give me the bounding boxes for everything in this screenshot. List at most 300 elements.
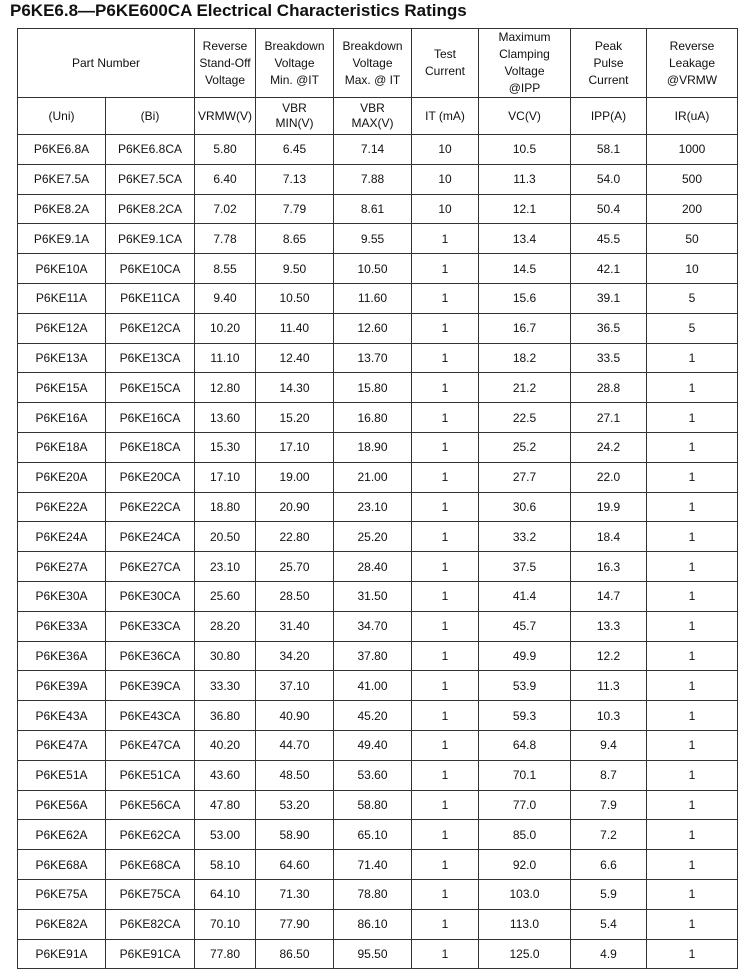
cell-bi-part: P6KE68CA xyxy=(106,850,195,880)
cell-vc: 53.9 xyxy=(479,671,571,701)
cell-it: 1 xyxy=(412,730,479,760)
cell-vbr-min: 6.45 xyxy=(256,135,334,165)
table-row xyxy=(18,432,738,462)
cell-vc: 125.0 xyxy=(479,939,571,969)
header-line: (Bi) xyxy=(140,108,160,123)
header-line: Clamping xyxy=(499,47,550,61)
table-row xyxy=(18,283,738,313)
cell-uni-part: P6KE33A xyxy=(18,611,106,641)
cell-bi-part: P6KE6.8CA xyxy=(106,135,195,165)
cell-uni-part: P6KE51A xyxy=(18,760,106,790)
cell-vrmw: 13.60 xyxy=(195,403,256,433)
cell-vbr-max: 86.10 xyxy=(334,909,412,939)
cell-vc: 64.8 xyxy=(479,730,571,760)
cell-vbr-min: 28.50 xyxy=(256,581,334,611)
header-peak-pulse-current xyxy=(571,29,647,98)
cell-uni-part: P6KE22A xyxy=(18,492,106,522)
cell-it: 1 xyxy=(412,760,479,790)
cell-uni-part: P6KE75A xyxy=(18,879,106,909)
cell-ipp: 13.3 xyxy=(571,611,647,641)
cell-vbr-min: 15.20 xyxy=(256,403,334,433)
cell-bi-part: P6KE7.5CA xyxy=(106,164,195,194)
cell-vbr-max: 65.10 xyxy=(334,820,412,850)
cell-uni-part: P6KE11A xyxy=(18,283,106,313)
cell-vbr-min: 11.40 xyxy=(256,313,334,343)
cell-vbr-max: 34.70 xyxy=(334,611,412,641)
cell-vc: 113.0 xyxy=(479,909,571,939)
cell-vbr-min: 48.50 xyxy=(256,760,334,790)
cell-it: 10 xyxy=(412,135,479,165)
header-test-current xyxy=(412,29,479,98)
cell-bi-part: P6KE11CA xyxy=(106,283,195,313)
header-line: Leakage xyxy=(668,55,716,70)
cell-it: 1 xyxy=(412,879,479,909)
cell-vbr-max: 95.50 xyxy=(334,939,412,969)
cell-ir: 1 xyxy=(647,611,738,641)
cell-ir: 1 xyxy=(647,730,738,760)
cell-vbr-max: 7.14 xyxy=(334,135,412,165)
cell-ir: 1000 xyxy=(647,135,738,165)
cell-ir: 1 xyxy=(647,850,738,880)
cell-vbr-max: 11.60 xyxy=(334,283,412,313)
cell-vrmw: 20.50 xyxy=(195,522,256,552)
cell-vbr-min: 9.50 xyxy=(256,254,334,284)
cell-bi-part: P6KE75CA xyxy=(106,879,195,909)
cell-vrmw: 64.10 xyxy=(195,879,256,909)
table-row xyxy=(18,850,738,880)
cell-vbr-max: 10.50 xyxy=(334,254,412,284)
cell-it: 1 xyxy=(412,313,479,343)
header-part-number: Part Number xyxy=(18,29,195,98)
cell-vrmw: 12.80 xyxy=(195,373,256,403)
cell-it: 1 xyxy=(412,432,479,462)
cell-bi-part: P6KE18CA xyxy=(106,432,195,462)
table-row xyxy=(18,194,738,224)
cell-vbr-min: 34.20 xyxy=(256,641,334,671)
cell-vbr-max: 49.40 xyxy=(334,730,412,760)
cell-vrmw: 58.10 xyxy=(195,850,256,880)
header-breakdown-min xyxy=(256,29,334,98)
cell-ipp: 6.6 xyxy=(571,850,647,880)
cell-vbr-max: 37.80 xyxy=(334,641,412,671)
cell-ir: 5 xyxy=(647,313,738,343)
cell-bi-part: P6KE30CA xyxy=(106,581,195,611)
cell-ipp: 27.1 xyxy=(571,403,647,433)
cell-ir: 1 xyxy=(647,462,738,492)
cell-vrmw: 70.10 xyxy=(195,909,256,939)
header-line: @VRMW xyxy=(666,72,718,87)
cell-ipp: 16.3 xyxy=(571,552,647,582)
table-row xyxy=(18,373,738,403)
cell-ipp: 14.7 xyxy=(571,581,647,611)
cell-ipp: 4.9 xyxy=(571,939,647,969)
cell-vbr-min: 14.30 xyxy=(256,373,334,403)
cell-it: 1 xyxy=(412,939,479,969)
table-row xyxy=(18,939,738,969)
cell-it: 10 xyxy=(412,194,479,224)
cell-vc: 16.7 xyxy=(479,313,571,343)
table-row xyxy=(18,224,738,254)
cell-vbr-max: 21.00 xyxy=(334,462,412,492)
cell-vbr-max: 58.80 xyxy=(334,790,412,820)
table-row xyxy=(18,164,738,194)
cell-vrmw: 25.60 xyxy=(195,581,256,611)
cell-uni-part: P6KE47A xyxy=(18,730,106,760)
table-row xyxy=(18,671,738,701)
table-row xyxy=(18,879,738,909)
cell-ir: 1 xyxy=(647,790,738,820)
cell-bi-part: P6KE13CA xyxy=(106,343,195,373)
cell-vbr-max: 18.90 xyxy=(334,432,412,462)
cell-it: 1 xyxy=(412,641,479,671)
cell-uni-part: P6KE10A xyxy=(18,254,106,284)
cell-ir: 10 xyxy=(647,254,738,284)
cell-vc: 15.6 xyxy=(479,283,571,313)
cell-ir: 1 xyxy=(647,671,738,701)
cell-vbr-min: 86.50 xyxy=(256,939,334,969)
cell-ir: 1 xyxy=(647,641,738,671)
header-line: IPP(A) xyxy=(590,108,627,123)
cell-vc: 14.5 xyxy=(479,254,571,284)
cell-uni-part: P6KE24A xyxy=(18,522,106,552)
cell-vbr-max: 7.88 xyxy=(334,164,412,194)
cell-it: 1 xyxy=(412,909,479,939)
cell-ir: 1 xyxy=(647,522,738,552)
cell-ipp: 9.4 xyxy=(571,730,647,760)
cell-vrmw: 11.10 xyxy=(195,343,256,373)
cell-it: 1 xyxy=(412,820,479,850)
cell-ir: 1 xyxy=(647,879,738,909)
cell-bi-part: P6KE62CA xyxy=(106,820,195,850)
cell-ipp: 50.4 xyxy=(571,194,647,224)
cell-uni-part: P6KE16A xyxy=(18,403,106,433)
cell-ipp: 28.8 xyxy=(571,373,647,403)
cell-uni-part: P6KE8.2A xyxy=(18,194,106,224)
header-line: Peak xyxy=(594,38,623,53)
cell-vbr-min: 58.90 xyxy=(256,820,334,850)
cell-vrmw: 33.30 xyxy=(195,671,256,701)
table-row xyxy=(18,611,738,641)
header-line: Test xyxy=(433,47,456,61)
cell-vbr-max: 28.40 xyxy=(334,552,412,582)
cell-it: 1 xyxy=(412,790,479,820)
cell-uni-part: P6KE18A xyxy=(18,432,106,462)
cell-vrmw: 47.80 xyxy=(195,790,256,820)
cell-vc: 22.5 xyxy=(479,403,571,433)
cell-vc: 37.5 xyxy=(479,552,571,582)
cell-ipp: 54.0 xyxy=(571,164,647,194)
cell-bi-part: P6KE20CA xyxy=(106,462,195,492)
table-row xyxy=(18,403,738,433)
cell-ir: 5 xyxy=(647,283,738,313)
table-row xyxy=(18,313,738,343)
cell-ipp: 7.2 xyxy=(571,820,647,850)
header-line: MAX(V) xyxy=(351,116,394,130)
header-line: VRMW(V) xyxy=(198,108,252,123)
cell-vrmw: 43.60 xyxy=(195,760,256,790)
cell-bi-part: P6KE24CA xyxy=(106,522,195,552)
unit-it xyxy=(412,98,479,135)
cell-uni-part: P6KE6.8A xyxy=(18,135,106,165)
cell-vbr-min: 7.13 xyxy=(256,164,334,194)
cell-bi-part: P6KE47CA xyxy=(106,730,195,760)
cell-vbr-max: 45.20 xyxy=(334,701,412,731)
cell-it: 1 xyxy=(412,403,479,433)
cell-ipp: 10.3 xyxy=(571,701,647,731)
cell-it: 1 xyxy=(412,552,479,582)
cell-vbr-max: 13.70 xyxy=(334,343,412,373)
cell-uni-part: P6KE68A xyxy=(18,850,106,880)
cell-it: 1 xyxy=(412,373,479,403)
cell-it: 1 xyxy=(412,224,479,254)
cell-vbr-min: 25.70 xyxy=(256,552,334,582)
header-line: Reverse xyxy=(669,38,715,53)
cell-ipp: 11.3 xyxy=(571,671,647,701)
cell-vc: 13.4 xyxy=(479,224,571,254)
cell-it: 1 xyxy=(412,611,479,641)
header-line: VC(V) xyxy=(508,108,541,123)
table-body xyxy=(18,135,738,969)
cell-ir: 1 xyxy=(647,552,738,582)
header-line: Current xyxy=(424,64,465,78)
cell-vbr-min: 20.90 xyxy=(256,492,334,522)
cell-vbr-min: 64.60 xyxy=(256,850,334,880)
header-line: IT (mA) xyxy=(425,108,465,123)
cell-vc: 49.9 xyxy=(479,641,571,671)
cell-vrmw: 18.80 xyxy=(195,492,256,522)
cell-ir: 50 xyxy=(647,224,738,254)
cell-uni-part: P6KE9.1A xyxy=(18,224,106,254)
cell-uni-part: P6KE30A xyxy=(18,581,106,611)
cell-vc: 41.4 xyxy=(479,581,571,611)
cell-vbr-max: 15.80 xyxy=(334,373,412,403)
cell-ipp: 19.9 xyxy=(571,492,647,522)
cell-uni-part: P6KE36A xyxy=(18,641,106,671)
table-row xyxy=(18,701,738,731)
header-line: VBR xyxy=(360,101,385,115)
header-max-clamping-voltage xyxy=(479,29,571,98)
cell-vrmw: 30.80 xyxy=(195,641,256,671)
cell-bi-part: P6KE56CA xyxy=(106,790,195,820)
unit-bi xyxy=(106,98,195,135)
cell-vrmw: 15.30 xyxy=(195,432,256,462)
cell-ir: 1 xyxy=(647,492,738,522)
cell-vrmw: 8.55 xyxy=(195,254,256,284)
header-line: IR(uA) xyxy=(674,108,710,123)
cell-vbr-min: 31.40 xyxy=(256,611,334,641)
cell-bi-part: P6KE33CA xyxy=(106,611,195,641)
cell-ipp: 8.7 xyxy=(571,760,647,790)
cell-bi-part: P6KE16CA xyxy=(106,403,195,433)
cell-vbr-max: 16.80 xyxy=(334,403,412,433)
unit-ir xyxy=(647,98,738,135)
cell-it: 1 xyxy=(412,343,479,373)
cell-ipp: 22.0 xyxy=(571,462,647,492)
table-row xyxy=(18,343,738,373)
cell-vc: 59.3 xyxy=(479,701,571,731)
cell-ir: 1 xyxy=(647,760,738,790)
cell-uni-part: P6KE56A xyxy=(18,790,106,820)
header-line: Breakdown xyxy=(264,38,325,53)
cell-vc: 12.1 xyxy=(479,194,571,224)
cell-ipp: 33.5 xyxy=(571,343,647,373)
cell-vc: 10.5 xyxy=(479,135,571,165)
cell-ipp: 12.2 xyxy=(571,641,647,671)
cell-ipp: 58.1 xyxy=(571,135,647,165)
cell-vbr-min: 71.30 xyxy=(256,879,334,909)
cell-it: 1 xyxy=(412,581,479,611)
cell-ir: 1 xyxy=(647,820,738,850)
table-row xyxy=(18,462,738,492)
cell-ipp: 45.5 xyxy=(571,224,647,254)
cell-ir: 1 xyxy=(647,909,738,939)
cell-vc: 70.1 xyxy=(479,760,571,790)
cell-it: 1 xyxy=(412,492,479,522)
cell-vrmw: 40.20 xyxy=(195,730,256,760)
cell-ipp: 5.4 xyxy=(571,909,647,939)
unit-vc xyxy=(479,98,571,135)
cell-vbr-min: 7.79 xyxy=(256,194,334,224)
cell-vbr-min: 53.20 xyxy=(256,790,334,820)
cell-bi-part: P6KE39CA xyxy=(106,671,195,701)
cell-vbr-min: 17.10 xyxy=(256,432,334,462)
cell-it: 1 xyxy=(412,462,479,492)
cell-vbr-max: 8.61 xyxy=(334,194,412,224)
ratings-table xyxy=(17,28,738,969)
cell-vbr-max: 71.40 xyxy=(334,850,412,880)
cell-ipp: 18.4 xyxy=(571,522,647,552)
cell-vbr-max: 53.60 xyxy=(334,760,412,790)
cell-vrmw: 9.40 xyxy=(195,283,256,313)
header-line: @IPP xyxy=(508,81,541,95)
header-line: VBR xyxy=(282,101,307,115)
cell-vrmw: 5.80 xyxy=(195,135,256,165)
cell-bi-part: P6KE36CA xyxy=(106,641,195,671)
cell-vrmw: 23.10 xyxy=(195,552,256,582)
cell-vc: 27.7 xyxy=(479,462,571,492)
cell-bi-part: P6KE91CA xyxy=(106,939,195,969)
unit-uni xyxy=(18,98,106,135)
cell-vbr-min: 44.70 xyxy=(256,730,334,760)
cell-vrmw: 6.40 xyxy=(195,164,256,194)
header-line: Max. @ IT xyxy=(344,72,401,87)
cell-uni-part: P6KE13A xyxy=(18,343,106,373)
cell-uni-part: P6KE43A xyxy=(18,701,106,731)
cell-vbr-max: 9.55 xyxy=(334,224,412,254)
header-line: Breakdown xyxy=(342,38,403,53)
cell-vbr-min: 40.90 xyxy=(256,701,334,731)
cell-bi-part: P6KE22CA xyxy=(106,492,195,522)
cell-it: 1 xyxy=(412,283,479,313)
cell-ir: 1 xyxy=(647,939,738,969)
unit-vbr-max xyxy=(334,98,412,135)
header-line: Voltage xyxy=(204,72,246,87)
table-row xyxy=(18,641,738,671)
cell-bi-part: P6KE82CA xyxy=(106,909,195,939)
table-row xyxy=(18,552,738,582)
table-row xyxy=(18,135,738,165)
header-line: Maximum xyxy=(498,30,551,44)
cell-vbr-max: 41.00 xyxy=(334,671,412,701)
header-reverse-standoff-voltage xyxy=(195,29,256,98)
cell-ir: 1 xyxy=(647,432,738,462)
cell-vbr-min: 10.50 xyxy=(256,283,334,313)
cell-vrmw: 7.78 xyxy=(195,224,256,254)
cell-ipp: 5.9 xyxy=(571,879,647,909)
cell-ipp: 7.9 xyxy=(571,790,647,820)
cell-vbr-max: 78.80 xyxy=(334,879,412,909)
cell-bi-part: P6KE27CA xyxy=(106,552,195,582)
header-line: Voltage xyxy=(352,55,393,70)
cell-vbr-min: 12.40 xyxy=(256,343,334,373)
cell-ir: 1 xyxy=(647,581,738,611)
table-row xyxy=(18,492,738,522)
cell-it: 1 xyxy=(412,850,479,880)
header-reverse-leakage xyxy=(647,29,738,98)
cell-it: 1 xyxy=(412,522,479,552)
cell-vc: 45.7 xyxy=(479,611,571,641)
cell-uni-part: P6KE7.5A xyxy=(18,164,106,194)
cell-ipp: 39.1 xyxy=(571,283,647,313)
cell-vc: 85.0 xyxy=(479,820,571,850)
cell-ipp: 36.5 xyxy=(571,313,647,343)
cell-ir: 200 xyxy=(647,194,738,224)
cell-vrmw: 77.80 xyxy=(195,939,256,969)
cell-ir: 1 xyxy=(647,701,738,731)
cell-vc: 77.0 xyxy=(479,790,571,820)
cell-ipp: 24.2 xyxy=(571,432,647,462)
cell-vc: 103.0 xyxy=(479,879,571,909)
table-row xyxy=(18,909,738,939)
cell-bi-part: P6KE12CA xyxy=(106,313,195,343)
table-row xyxy=(18,522,738,552)
cell-vbr-max: 25.20 xyxy=(334,522,412,552)
unit-vbr-min xyxy=(256,98,334,135)
cell-vrmw: 36.80 xyxy=(195,701,256,731)
header-line: Stand-Off xyxy=(199,55,251,70)
header-line: Voltage xyxy=(274,55,315,70)
cell-it: 1 xyxy=(412,254,479,284)
cell-vc: 30.6 xyxy=(479,492,571,522)
cell-uni-part: P6KE12A xyxy=(18,313,106,343)
cell-bi-part: P6KE9.1CA xyxy=(106,224,195,254)
cell-vbr-max: 23.10 xyxy=(334,492,412,522)
table-row xyxy=(18,820,738,850)
cell-vc: 33.2 xyxy=(479,522,571,552)
header-line: (Uni) xyxy=(48,108,75,123)
cell-uni-part: P6KE20A xyxy=(18,462,106,492)
cell-bi-part: P6KE43CA xyxy=(106,701,195,731)
table-row xyxy=(18,581,738,611)
cell-vrmw: 7.02 xyxy=(195,194,256,224)
cell-uni-part: P6KE91A xyxy=(18,939,106,969)
unit-ipp xyxy=(571,98,647,135)
cell-ipp: 42.1 xyxy=(571,254,647,284)
header-line: Voltage xyxy=(504,64,545,78)
header-breakdown-max xyxy=(334,29,412,98)
cell-vbr-max: 12.60 xyxy=(334,313,412,343)
cell-vc: 11.3 xyxy=(479,164,571,194)
cell-it: 1 xyxy=(412,701,479,731)
cell-bi-part: P6KE10CA xyxy=(106,254,195,284)
page-title: P6KE6.8—P6KE600CA Electrical Characteristics Ratings xyxy=(10,1,467,20)
cell-it: 10 xyxy=(412,164,479,194)
cell-bi-part: P6KE8.2CA xyxy=(106,194,195,224)
header-row xyxy=(18,29,738,98)
cell-vbr-min: 19.00 xyxy=(256,462,334,492)
cell-vc: 21.2 xyxy=(479,373,571,403)
cell-uni-part: P6KE82A xyxy=(18,909,106,939)
